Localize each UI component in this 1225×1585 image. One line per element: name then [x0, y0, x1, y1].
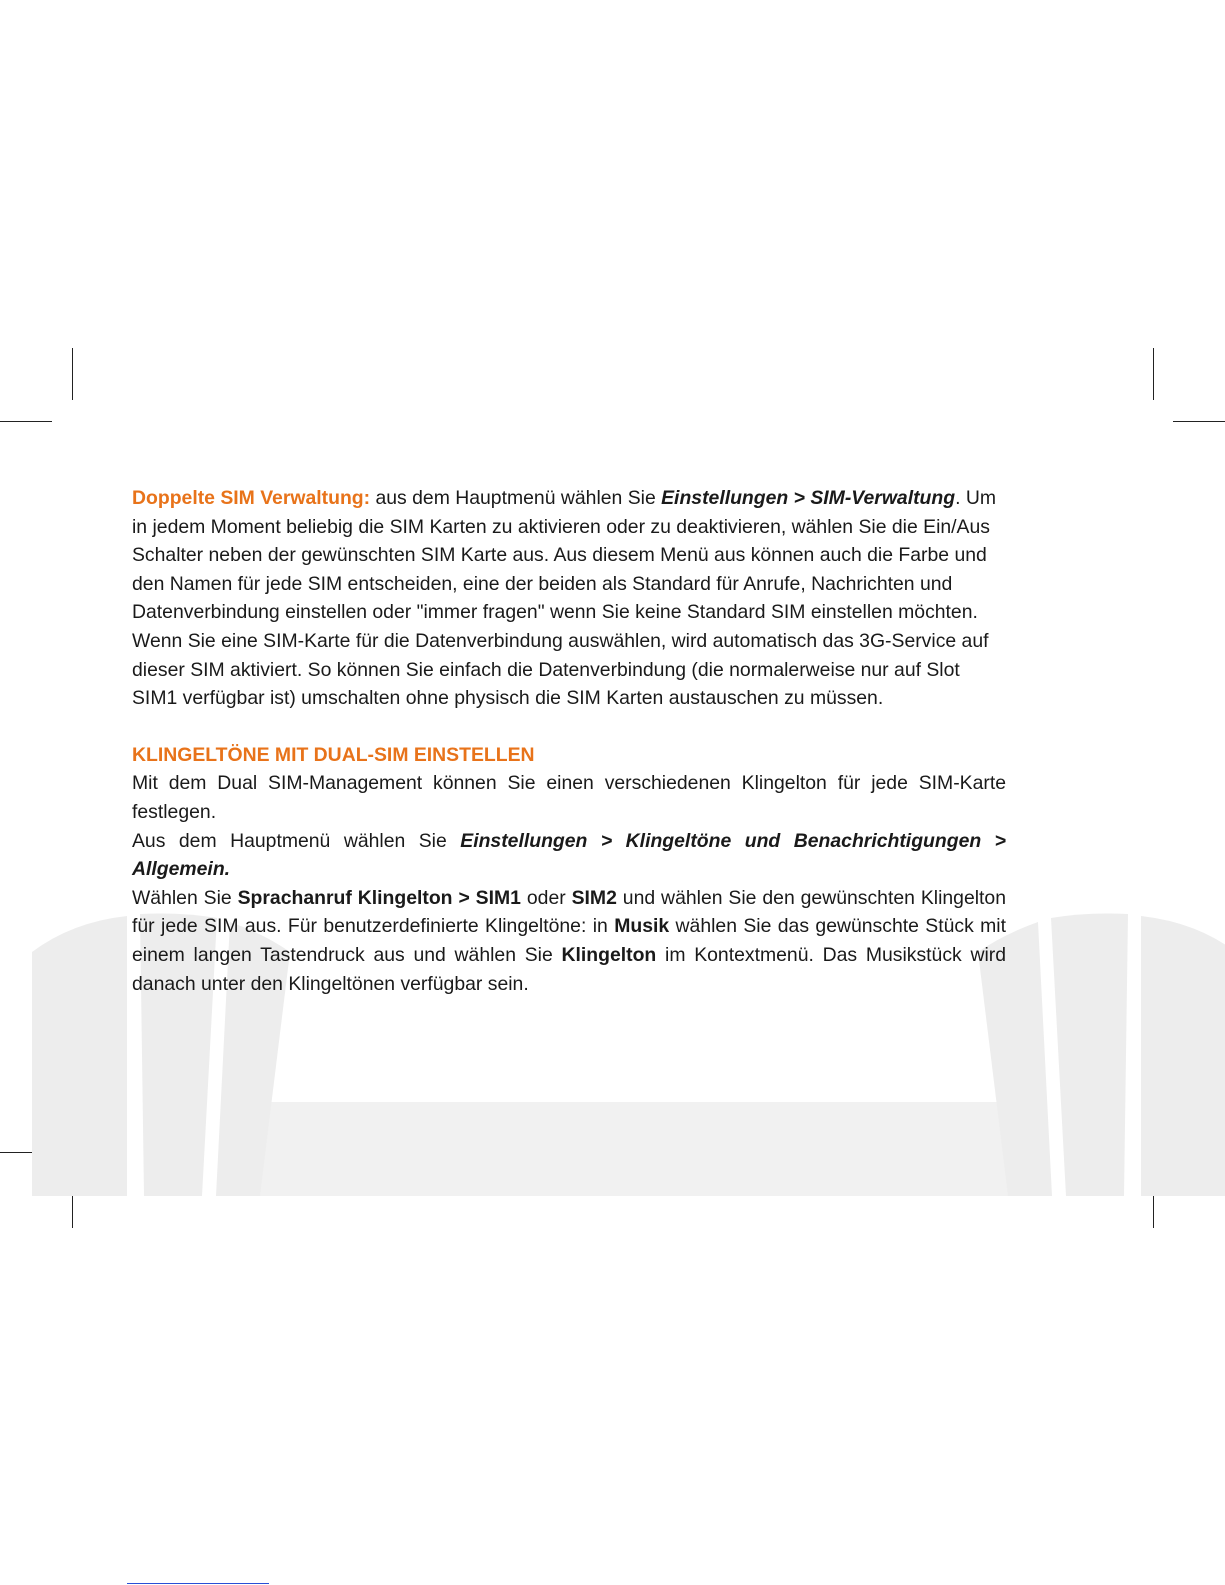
text-run: und wählen Sie den gewünschten Klingelton für jede SIM aus. Für benutzerdefinierte Klingeltöne: in [132, 886, 1006, 938]
menu-path: Einstellungen > Klingeltöne und Benachrichtigungen > Allgemein. [132, 829, 1007, 881]
footer-link-underline [127, 1583, 269, 1584]
text-run: oder [520, 886, 572, 909]
crop-mark-top-right-vertical [1153, 348, 1154, 400]
sim-management-label: Doppelte SIM Verwaltung: [132, 487, 371, 509]
ringtone-menu-paragraph [132, 827, 1006, 884]
text-run: wählen Sie das gewünschte Stück mit einem langen Tastendruck aus und wählen Sie [132, 915, 1006, 966]
text-run: im Kontextmenü. Das Musikstück wird danach unter den Klingeltönen verfügbar sein. [132, 943, 1006, 995]
background-band [256, 1102, 1034, 1196]
crop-mark-top-left-vertical [72, 348, 73, 400]
section-heading: KLINGELTÖNE MIT DUAL-SIM EINSTELLEN [132, 743, 535, 766]
menu-item-name: Klingelton [561, 943, 657, 966]
menu-item-name: Musik [614, 915, 670, 938]
stylized-fan-logo-icon [976, 912, 1225, 1196]
text-run: aus dem Hauptmenü wählen Sie [370, 487, 662, 509]
menu-item-name: Sprachanruf Klingelton > SIM1 [237, 886, 521, 909]
menu-item-name: SIM2 [571, 886, 617, 909]
document-body [132, 484, 1006, 998]
text-run: Wählen Sie [132, 886, 238, 909]
menu-path: Einstellungen > SIM-Verwaltung [661, 487, 956, 509]
ringtone-instructions-paragraph [132, 884, 1006, 998]
text-run: . Um in jedem Moment beliebig die SIM Karten zu aktivieren oder zu deaktivieren, wählen Sie die Ein/Aus Schalter neben der gewünschten SIM Karte aus. Aus diesem Menü aus können auch die Farbe und den Namen für jede SIM entscheiden, eine der beiden als Standard für Anrufe, Nachrichten und Datenverbindung einstellen oder "immer fragen" wenn Sie keine Standard SIM einstellen möchten. Wenn Sie eine SIM-Karte für die Datenverbindung auswählen, wird automatisch das 3G-Service auf dieser SIM aktiviert. So können Sie einfach die Datenverbindung (die normalerweise nur auf Slot SIM1 verfügbar ist) umschalten ohne physisch die SIM Karten austauschen zu müssen. [132, 487, 997, 710]
crop-mark-top-right-horizontal [1173, 421, 1225, 422]
ringtone-intro-paragraph: Mit dem Dual SIM-Management können Sie einen verschiedenen Klingelton für jede SIM-Karte festlegen. [132, 772, 1006, 823]
text-run: Aus dem Hauptmenü wählen Sie [132, 829, 461, 852]
crop-mark-top-left-horizontal [0, 421, 52, 422]
sim-management-paragraph [132, 484, 1006, 713]
